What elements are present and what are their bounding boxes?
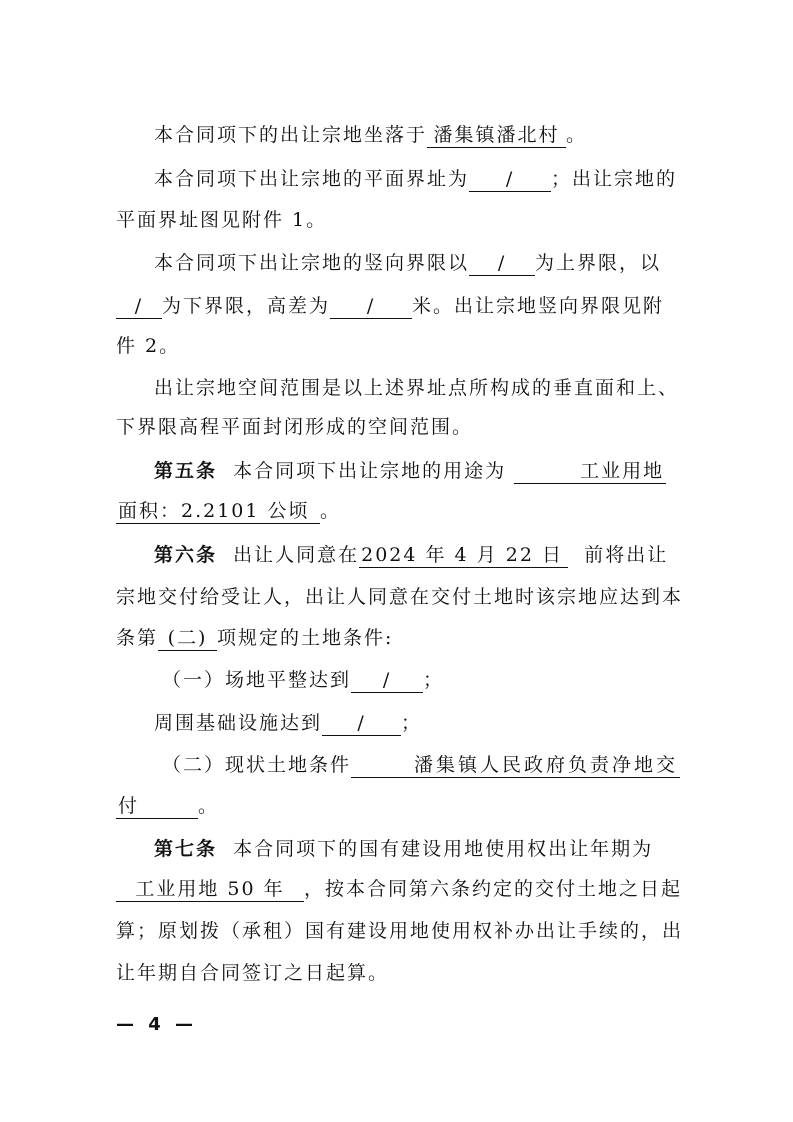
article-5-cont: [116, 498, 341, 524]
vertical-boundary-cont2: 件 2。: [116, 335, 181, 357]
text: ；: [423, 669, 445, 691]
condition-2-cont: [116, 793, 219, 819]
article-7-cont3: 让年期自合同签订之日起算。: [116, 962, 390, 984]
article-label: 第七条: [154, 838, 218, 860]
text: ；: [401, 712, 423, 734]
area-field: 面积：2.2101 公顷: [116, 499, 320, 524]
boundary-field: /: [469, 167, 551, 192]
text: ；出让宗地的: [551, 168, 678, 190]
article-7: [154, 836, 653, 862]
article-6-cont: 宗地交付给受让人，出让人同意在交付土地时该宗地应达到本: [116, 586, 684, 608]
text: 本合同项下出让宗地的用途为: [233, 460, 507, 482]
text: （二）现状土地条件: [162, 754, 352, 776]
space-scope-cont: 下界限高程平面封闭形成的空间范围。: [116, 416, 474, 438]
text: 本合同项下出让宗地的平面界址为: [154, 168, 470, 190]
article-7-cont: [116, 876, 682, 902]
text: 。: [320, 500, 342, 522]
text: 米。出让宗地竖向界限见附: [412, 295, 665, 317]
page-number: — 4 —: [116, 1014, 198, 1035]
text: 。: [198, 795, 220, 817]
text: 为下界限，高差为: [162, 295, 331, 317]
text: 前将出让: [584, 544, 669, 566]
upper-limit-field: /: [469, 251, 535, 276]
article-label: 第六条: [154, 544, 218, 566]
text: 出让人同意在: [233, 544, 360, 566]
text: 项规定的土地条件:: [217, 627, 394, 649]
text: 本合同项下的国有建设用地使用权出让年期为: [233, 838, 654, 860]
article-5: [154, 458, 666, 484]
location-field: 潘集镇潘北村: [427, 123, 566, 148]
infrastructure-field: /: [322, 711, 401, 736]
text: 条第: [116, 627, 159, 649]
current-condition-field-cont: 付: [116, 794, 198, 819]
text: （一）场地平整达到: [162, 669, 352, 691]
vertical-boundary-paragraph: [154, 250, 661, 276]
lower-limit-field: /: [116, 294, 162, 319]
condition-2: [162, 752, 680, 778]
condition-1: [162, 667, 444, 693]
delivery-date-field: 2024 年 4 月 22 日: [359, 543, 568, 568]
text: ，按本合同第六条约定的交付土地之日起: [304, 878, 683, 900]
height-diff-field: /: [330, 294, 412, 319]
article-6: [154, 542, 668, 568]
boundary-paragraph-cont: 平面界址图见附件 1。: [116, 209, 328, 231]
current-condition-field: 潘集镇人民政府负责净地交: [351, 753, 680, 778]
boundary-paragraph: [154, 166, 677, 192]
article-6-cont2: [116, 625, 393, 651]
text: 周围基础设施达到: [154, 712, 323, 734]
text: 本合同项下的出让宗地坐落于: [154, 124, 428, 146]
land-use-field: 工业用地: [514, 459, 666, 484]
condition-1b: [154, 710, 422, 736]
article-7-cont2: 算；原划拨（承租）国有建设用地使用权补办出让手续的，出: [116, 920, 684, 942]
term-field: 工业用地 50 年: [116, 877, 304, 902]
text: 本合同项下出让宗地的竖向界限以: [154, 252, 470, 274]
space-scope-paragraph: 出让宗地空间范围是以上述界址点所构成的垂直面和上、: [154, 377, 680, 399]
site-leveling-field: /: [351, 668, 423, 693]
condition-item-field: (二): [158, 626, 217, 651]
location-paragraph: [154, 122, 587, 148]
article-label: 第五条: [154, 460, 218, 482]
text: 为上界限，以: [535, 252, 662, 274]
vertical-boundary-cont: [116, 293, 664, 319]
text: 。: [566, 124, 588, 146]
